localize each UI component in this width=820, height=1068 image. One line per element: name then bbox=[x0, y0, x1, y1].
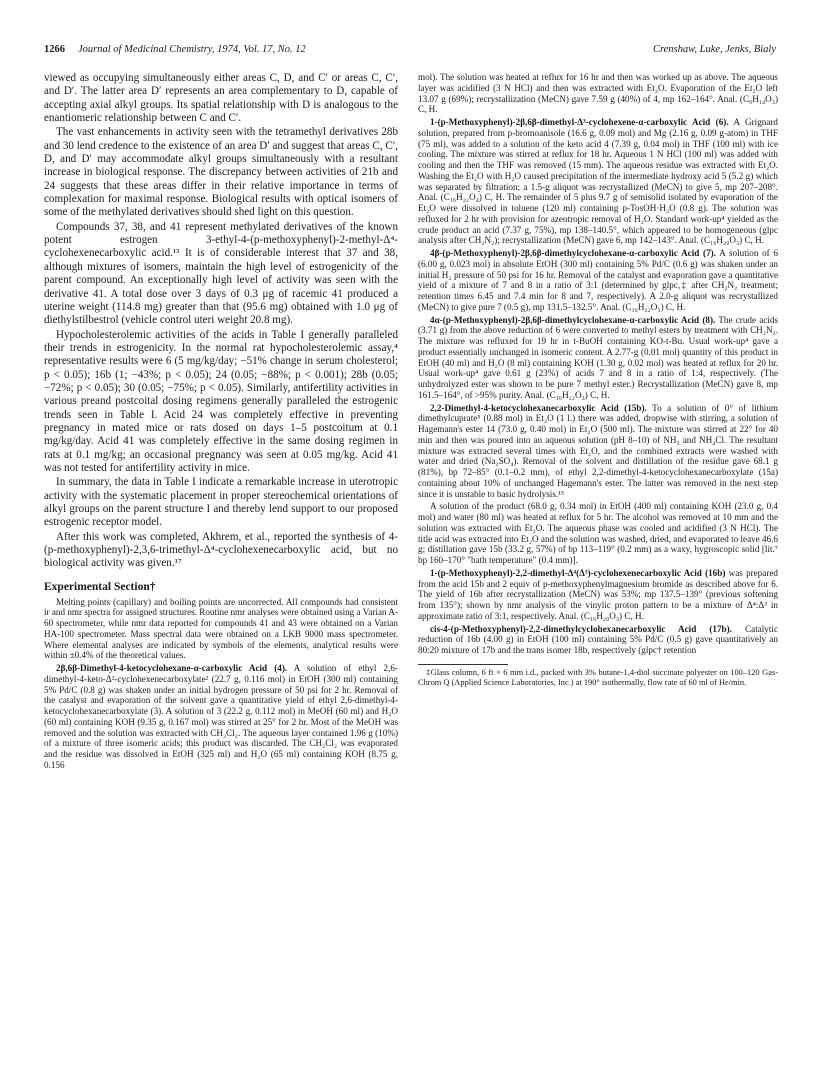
compound-body: A solution of 6 (6.00 g, 0.023 mol) in absolute EtOH (300 ml) containing 5% Pd/C (0.6 g) was shaken under an initial H₂ pressure of 50 psi for 16 hr. Removal of the catalyst and evaporation gave a quantitative yield of a mixture of 7 and 8 in a ratio of 3:1 (determined by glpc,‡ after CH₂N₂ treatment; retention times 6.45 and 7.4 min for 8 and 7, respectively). A 2.0-g aliquot was recrystallized (MeCN) to give pure 7 (0.5 g), mp 131.5–132.5°. Anal. (C₁₆H₂₂O₃) C, H. bbox=[418, 248, 778, 312]
compound-paragraph bbox=[418, 403, 778, 500]
compound-body: was prepared from the acid 15b and 2 equiv of p-methoxyphenylmagnesium bromide as described above for 6. The yield of 16b after recrystallization (MeCN) was 53%; mp 137.5–139° (previous softening from 135°); shown by nmr analysis of the vinylic proton pattern to be a mixture of Δ⁴:Δ³ in approximate ratio of 3:1, respectively. Anal. (C₁₆H₂₀O₃) C, H. bbox=[418, 567, 778, 621]
compound-body: To a solution of 0° of lithium dimethylcuprate⁵ (0.88 mol) in Et₂O (1 l.) there was added, dropwise with stirring, a solution of Hagemann's ester 14 (73.0 g, 0.40 mol) in Et₂O (500 ml). The mixture was stirred at 22° for 40 min and then was poured into an aqueous solution (pH 8–10) of NH₃ and NH₄Cl. The resultant mixture was extracted several times with Et₂O, and the combined extracts were washed with water and dried (Na₂SO₄). Removal of the solvent and distillation of the residue gave 68.1 g (81%), bp 72–85° (0.1–0.2 mm), of ethyl 2,2-dimethyl-4-ketocyclohexanecarboxylate (15a) containing about 10% of unchanged Hagemann's ester. The latter was removed in the next step since it is unstable to basic hydrolysis.¹⁵ bbox=[418, 402, 778, 499]
journal-citation: Journal of Medicinal Chemistry, 1974, Vol. 17, No. 12 bbox=[78, 44, 306, 55]
paragraph: A solution of the product (68.0 g, 0.34 mol) in EtOH (400 ml) containing KOH (23.0 g, 0.4 mol) and water (80 ml) was heated at reflux for 5 hr. The alcohol was removed at 10 mm and the solution was extracted with Et₂O. The aqueous phase was cooled and acidified (3 N HCl). The title acid was extracted into Et₂O and the solution was washed, dried, and evaporated to leave 46.6 g; distillation gave 15b (33.2 g, 57%) of bp 113–119° (0.2 mm) as a waxy, hygroscopic solid [lit.⁷ bp 160–170° "bath temperature" (0.4 mm)]. bbox=[418, 501, 778, 565]
paragraph: In summary, the data in Table I indicate a remarkable increase in uterotropic activity with the systematic placement in proper stereochemical orientations of alkyl groups on the parent structure I and thereby lend support to our proposed estrogenic receptor model. bbox=[44, 476, 398, 529]
compound-body: Catalytic reduction of 16b (4.00 g) in EtOH (100 ml) containing 5% Pd/C (0.5 g) gave quantitatively an 80:20 mixture of 17b and the trans isomer 18b, respectively (glpc† retention bbox=[418, 623, 778, 655]
paragraph: The vast enhancements in activity seen with the tetramethyl derivatives 28b and 30 lend credence to the existence of an area D′ and suggest that areas C, C′, D, and D′ may accommodate alkyl groups simultaneously with a resultant increase in biological response. The discrepancy between activities of 21b and 24 suggests that these areas differ in their relative importance in terms of complexation for maximal response. Biological results with optical isomers of some of the methylated derivatives should shed light on this question. bbox=[44, 126, 398, 219]
compound-title: 1-(p-Methoxyphenyl)-2,2-dimethyl-Δ⁴(Δ³)-cyclohexenecarboxylic Acid (16b) bbox=[430, 567, 726, 578]
footnote-divider bbox=[418, 664, 508, 665]
compound-title: 2,2-Dimethyl-4-ketocyclohexanecarboxylic Acid (15b). bbox=[430, 402, 647, 413]
paragraph: Melting points (capillary) and boiling points are uncorrected. All compounds had consistent ir and nmr spectra for assigned structures. Routine nmr analyses were obtained using a Varian A-60 spectrometer, while nmr data reported for compounds 41 and 43 were obtained on a Varian HA-100 spectrometer. Mass spectral data were obtained on a LKB 9000 mass spectrometer. Where elemental analyses are indicated by symbols of the elements, analytical results were within ±0.4% of the theoretical values. bbox=[44, 596, 398, 661]
running-authors: Crenshaw, Luke, Jenks, Bialy bbox=[652, 44, 776, 55]
paragraph: viewed as occupying simultaneously either areas C, D, and C′ or areas C, C′, and D′. The latter area D′ represents an area complementary to D, capable of accepting axial alkyl groups. Its spatial relationship with D is analogous to the enantiomeric relationship between C and C′. bbox=[44, 72, 398, 125]
paragraph: Compounds 37, 38, and 41 represent methylated derivatives of the known potent estrogen 3-ethyl-4-(p-methoxyphenyl)-2-methyl-Δ⁴-cyclohexenecarboxylic acid.¹³ It is of considerable interest that 37 and 38, although mixtures of isomers, maintain the high level of estrogenicity of the parent compound. An exceptionally high level of activity was seen with the derivative 41. A total dose over 3 days of 0.3 μg of racemic 41 produced a uterine weight (114.8 mg) greater than that (95.6 mg) obtained with 1.0 μg of diethylstilbestrol (vehicle control uteri weight 20.8 mg). bbox=[44, 220, 398, 327]
compound-title: 4α-(p-Methoxyphenyl)-2β,6β-dimethylcyclohexane-α-carboxylic Acid (8). bbox=[430, 314, 716, 325]
compound-paragraph bbox=[418, 568, 778, 622]
paragraph: mol). The solution was heated at reflux for 16 hr and then was worked up as above. The aqueous layer was acidified (3 N HCl) and then was extracted with Et₂O. Evaporation of the Et₂O left 13.07 g (69%); recrystallization (MeCN) gave 7.59 g (40%) of 4, mp 162–164°. Anal. (C₉H₁₄O₃) C, H. bbox=[418, 72, 778, 115]
compound-title: 1-(p-Methoxyphenyl)-2β,6β-dimethyl-Δ³-cyclohexene-α-carboxylic Acid (6). bbox=[430, 117, 729, 127]
paragraph: After this work was completed, Akhrem, et al., reported the synthesis of 4-(p-methoxyphenyl)-2,3,6-trimethyl-Δ⁴-cyclohexenecarboxylic acid, but no biological activity was given.¹⁷ bbox=[44, 530, 398, 570]
paragraph: Hypocholesterolemic activities of the acids in Table I generally paralleled their trends in estrogenicity. In the normal rat hypocholesterolemic assay,⁴ representative results were 6 (5 mg/kg/day; −51% change in serum cholesterol; p < 0.05); 16b (1; −43%; p < 0.05); 24 (0.05; −88%; p < 0.001); 28b (0.05; −72%; p < 0.05); 30 (0.05; −75%; p < 0.05). Similarly, antifertility activities in various preand postcoital dosing regimens generally paralleled the estrogenic trends seen in Table I. Acid 24 was completely effective in preventing pregnancy in mated mice or rats dosed on days 1–5 postcoitum at 0.1 mg/kg/day. Acid 41 was completely effective in the same dosing regimen in rats at 0.1 mg/kg; an occasional pregnancy was seen at 0.05 mg/kg. Acid 41 was not tested for antifertility activity in mice. bbox=[44, 328, 398, 474]
compound-title: cis-4-(p-Methoxyphenyl)-2,2-dimethylcyclohexanecarboxylic Acid (17b). bbox=[430, 623, 732, 634]
compound-title: 4β-(p-Methoxyphenyl)-2β,6β-dimethylcyclohexane-α-carboxylic Acid (7). bbox=[430, 248, 716, 258]
page-number: 1266 bbox=[44, 44, 65, 55]
section-heading: Experimental Section† bbox=[44, 580, 156, 593]
compound-body: The crude acids (3.71 g) from the above reduction of 6 were converted to methyl esters by treatment with CH₂N₂. The mixture was refluxed for 19 hr in t-BuOH containing KO-t-Bu. Usual work-up⁴ gave a product essentially unchanged in isomeric content. A 2.77-g (0.01 mol) quantity of this product in EtOH (40 ml) and H₂O (8 ml) containing KOH (1.30 g, 0.02 mol) was heated at reflux for 20 hr. Usual work-up⁴ gave 0.61 g (23%) of acids 7 and 8 in a ratio of 1:4, respectively. (The unhydrolyzed ester was shown to be pure 7 methyl ester.) Recrystallization (MeCN) gave 8, mp 161.5–164°, of >95% purity. Anal. (C₁₆H₂₂O₃) C, H. bbox=[418, 314, 778, 400]
compound-paragraph bbox=[418, 315, 778, 401]
right-column bbox=[418, 72, 778, 688]
compound-body: A Grignard solution, prepared from p-bromoanisole (16.6 g, 0.09 mol) and Mg (2.16 g, 0.09 g-atom) in THF (75 ml), was added to a solution of the keto acid 4 (7.39 g, 0.04 mol) in THF (100 ml) with ice cooling. The mixture was stirred at reflux for 18 hr. Aqueous 1 N HCl (100 ml) was added with cooling and then the THF was removed (15 mm). The aqueous residue was extracted with Et₂O. Washing the Et₂O with H₂O caused precipitation of the intermediate hydroxy acid 5 (5.2 g) which was separated by filtration; a 1.5-g aliquot was recrystallized (MeCN) to give 5, mp 207–208°. Anal. (C₁₆H₂₂O₄) C, H. The remainder of 5 plus 9.7 g of semisolid isolated by evaporation of the Et₂O were dissolved in toluene (120 ml) containing p-TosOH·H₂O (0.8 g). The solution was refluxed for 2 hr with provision for azeotropic removal of H₂O. Standard work-up⁴ yielded as the crude product an acid (7.37 g, 75%), mp 138–140.5°, which appeared to be homogeneous (glpc analysis after CH₂N₂); recrystallization (MeCN) gave 6, mp 142–143°. Anal. (C₁₆H₂₀O₃) C, H. bbox=[418, 117, 778, 246]
compound-paragraph bbox=[418, 117, 778, 246]
page-header bbox=[44, 44, 776, 60]
compound-paragraph bbox=[418, 248, 778, 313]
left-column bbox=[44, 72, 398, 771]
compound-paragraph bbox=[44, 663, 398, 771]
compound-body: A solution of ethyl 2,6-dimethyl-4-keto-Δ²-cyclohexenecarboxylate² (22.7 g, 0.116 mol) in EtOH (300 ml) containing 5% Pd/C (0.8 g) was shaken under an initial hydrogen pressure of 50 psi for 2 hr. Removal of the catalyst and evaporation of the solvent gave a quantitative yield of ethyl 2,6-dimethyl-4-ketocyclohexanecarboxylate (3). A solution of 3 (22.2 g, 0.112 mol) in MeOH (60 ml) and H₂O (60 ml) containing KOH (9.35 g, 0.167 mol) was stirred at 25° for 2 hr. Most of the MeOH was removed and the solution was extracted with CH₂Cl₂. The aqueous layer contained 1.96 g (10%) of a mixture of three isomeric acids; this product was discarded. The CH₂Cl₂ was evaporated and the residue was dissolved in EtOH (325 ml) and H₂O (65 ml) containing KOH (8.75 g, 0.156 bbox=[44, 663, 398, 770]
compound-title: 2β,6β-Dimethyl-4-ketocyclohexane-α-carboxylic Acid (4). bbox=[56, 663, 288, 674]
compound-paragraph bbox=[418, 624, 778, 656]
footnote: ‡Glass column, 6 ft × 6 mm i.d., packed with 3% butane-1,4-diol succinate polyester on 100–120 Gas-Chrom Q (Applied Science Laboratories, Inc.) at 190° isothermally, flow rate of 60 ml of He/min. bbox=[418, 667, 778, 687]
